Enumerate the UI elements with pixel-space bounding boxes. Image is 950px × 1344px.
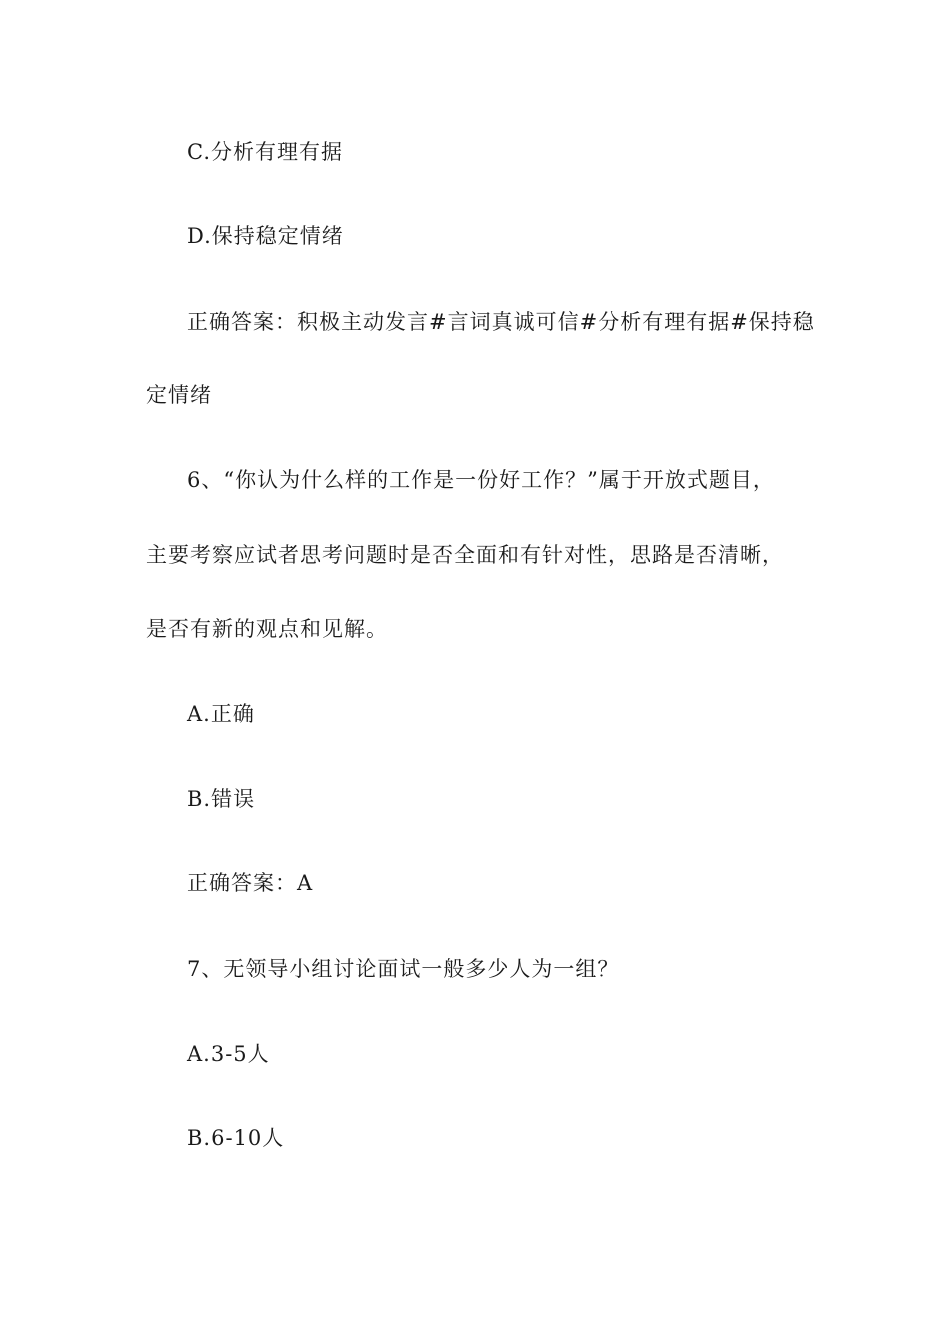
q7-option-a: A.3-5人 [187,1042,270,1066]
q6-answer: 正确答案：A [187,871,314,895]
q5-option-d: D.保持稳定情绪 [187,224,344,248]
q5-option-c: C.分析有理有据 [187,140,343,164]
q7-question: 7、无领导小组讨论面试一般多少人为一组？ [187,957,620,981]
q5-answer-line1: 正确答案：积极主动发言#言词真诚可信#分析有理有据#保持稳 [187,310,815,334]
q5-answer-line2: 定情绪 [146,383,212,407]
q6-question-line3: 是否有新的观点和见解。 [146,617,388,641]
q6-question-line2: 主要考察应试者思考问题时是否全面和有针对性，思路是否清晰， [146,543,784,567]
q6-question-line1: 6、“你认为什么样的工作是一份好工作？”属于开放式题目， [187,468,775,492]
q6-option-a: A.正确 [187,702,255,726]
q7-option-b: B.6-10人 [187,1126,285,1150]
q6-option-b: B.错误 [187,787,256,811]
